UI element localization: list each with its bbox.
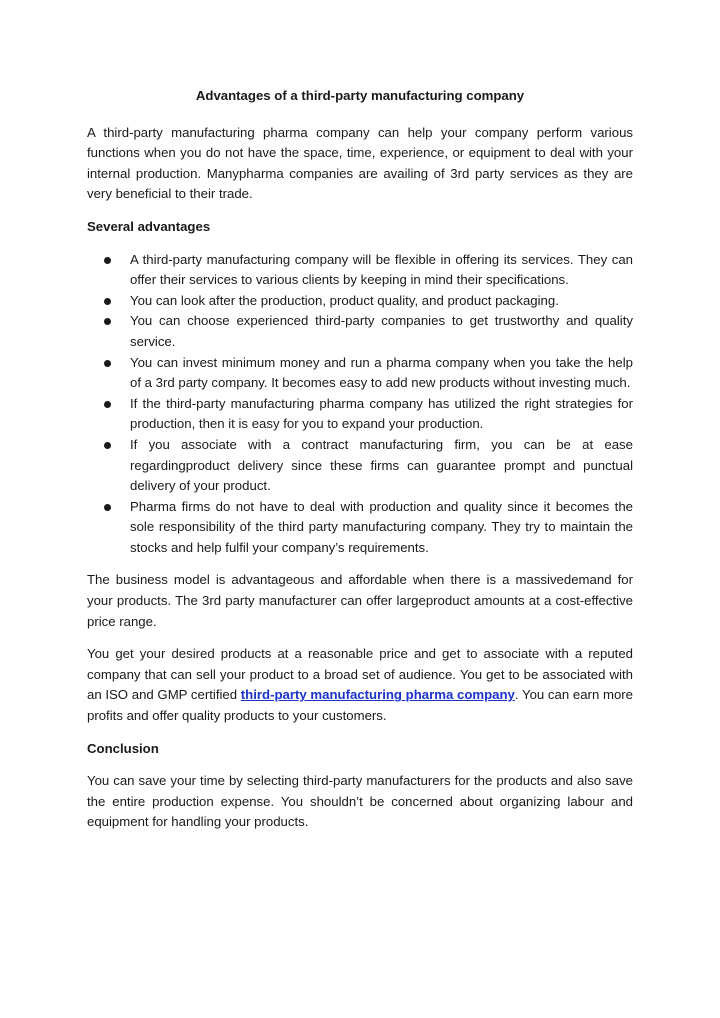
list-item-text: If you associate with a contract manufacturing firm, you can be at ease regardingproduct delivery since these firms can guarantee prompt and punctual delivery of your product.: [130, 436, 633, 494]
document-title: Advantages of a third-party manufacturing company: [195, 88, 525, 103]
bullet-icon: [104, 360, 111, 367]
intro-paragraph: A third-party manufacturing pharma company can help your company perform various functions when you do not have the space, time, experience, or equipment to deal with your internal production. Manypharma companies are availing of 3rd party services as they are very beneficial to their trade.: [87, 124, 633, 202]
list-item: [87, 394, 633, 435]
bullet-icon: [104, 401, 111, 408]
list-item: [87, 353, 633, 394]
list-item-text: You can invest minimum money and run a pharma company when you take the help of a 3rd party company. It becomes easy to add new products without investing much.: [130, 354, 633, 391]
business-model-paragraph: The business model is advantageous and affordable when there is a massivedemand for your products. The 3rd party manufacturer can offer largeproduct amounts at a cost-effective price range.: [87, 572, 633, 629]
document-page: [87, 86, 633, 845]
bullet-icon: [104, 318, 111, 325]
conclusion-heading: Conclusion: [87, 740, 159, 756]
list-item: [87, 291, 633, 312]
advantages-list: [87, 250, 633, 559]
advantages-heading: Several advantages: [87, 218, 211, 234]
desired-products-text-before: You get your desired products at a reasonable price and get to associate with a reputed company that can sell your product to a broad set of audience. You get to be associated with an ISO and GMP certified: [87, 646, 633, 703]
bullet-icon: [104, 504, 111, 511]
list-item-text: You can choose experienced third-party companies to get trustworthy and quality service.: [130, 313, 633, 349]
bullet-icon: [104, 298, 111, 305]
list-item-text: A third-party manufacturing company will be flexible in offering its services. They can offer their services to various clients by keeping in mind their specifications.: [130, 251, 633, 288]
list-item: [87, 250, 633, 291]
list-item: [87, 435, 633, 497]
list-item: [87, 311, 633, 352]
desired-products-text-after: . You can earn more profits and offer quality products to your customers.: [87, 687, 633, 724]
desired-products-paragraph: [87, 644, 633, 726]
list-item-text: If the third-party manufacturing pharma company has utilized the right strategies for production, then it is easy for you to expand your production.: [130, 395, 633, 432]
bullet-icon: [104, 257, 111, 264]
list-item: [87, 497, 633, 559]
bullet-icon: [104, 442, 111, 449]
third-party-manufacturing-link[interactable]: third-party manufacturing pharma company: [240, 687, 515, 703]
conclusion-paragraph: You can save your time by selecting third-party manufacturers for the products and also save the entire production expense. You shouldn’t be concerned about organizing labour and equipment for handling your products.: [87, 773, 633, 830]
list-item-text: You can look after the production, product quality, and product packaging.: [130, 292, 559, 308]
list-item-text: Pharma firms do not have to deal with production and quality since it becomes the sole responsibility of the third party manufacturing company. They try to maintain the stocks and help fulfil your company’s requirements.: [130, 498, 633, 555]
